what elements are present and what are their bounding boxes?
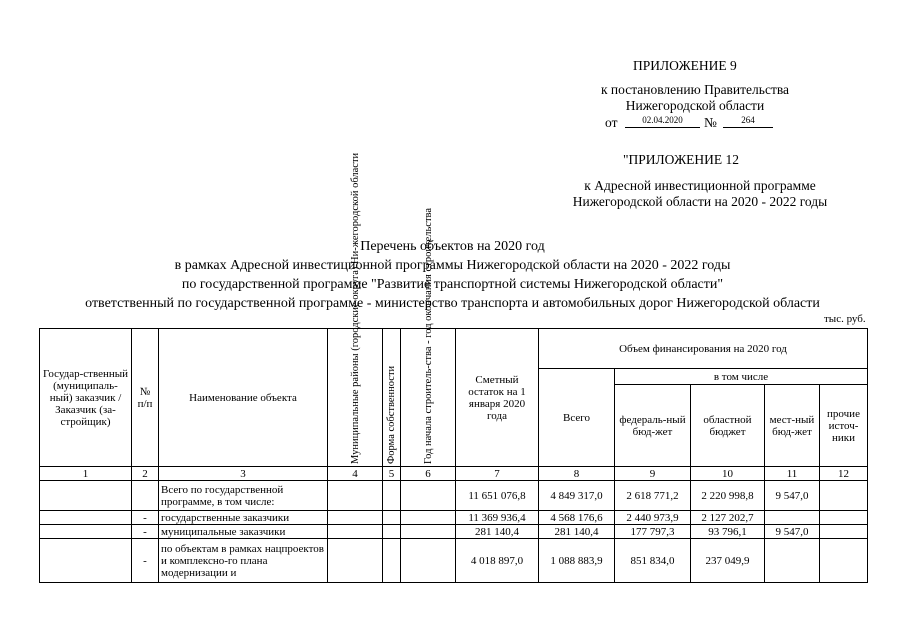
resolution-line-1: к постановлению Правительства: [600, 82, 790, 97]
column-number: 2: [132, 467, 159, 481]
row-federal: 2 440 973,9: [615, 511, 691, 525]
row-name: муниципальные заказчики: [159, 525, 328, 539]
row-other: [820, 511, 868, 525]
row-other: [820, 481, 868, 511]
column-number: 8: [539, 467, 615, 481]
row-estimate: 11 369 936,4: [456, 511, 539, 525]
number-field: 264: [723, 113, 773, 128]
from-label: от: [605, 115, 618, 130]
row-years: [401, 539, 456, 583]
row-ownership: [383, 511, 401, 525]
document-title-line-4: ответственный по государственной программе - министерство транспорта и автомобильных дорог Нижегородской области: [85, 296, 820, 311]
column-number: 5: [383, 467, 401, 481]
row-name: Всего по государственной программе, в том числе:: [159, 481, 328, 511]
units-label: тыс. руб.: [824, 313, 866, 325]
row-estimate: 11 651 076,8: [456, 481, 539, 511]
row-local: 9 547,0: [765, 481, 820, 511]
row-local: 9 547,0: [765, 525, 820, 539]
row-customer: [40, 511, 132, 525]
row-districts: [328, 525, 383, 539]
date-field: 02.04.2020: [625, 113, 700, 128]
row-total: 4 849 317,0: [539, 481, 615, 511]
row-estimate: 281 140,4: [456, 525, 539, 539]
row-regional: 2 220 998,8: [691, 481, 765, 511]
column-number-row: [40, 467, 868, 481]
row-ownership: [383, 539, 401, 583]
row-other: [820, 539, 868, 583]
header-including: в том числе: [615, 369, 868, 385]
row-other: [820, 525, 868, 539]
table-row: [40, 481, 868, 511]
header-customer: Государ-ственный (муниципаль-ный) заказчик /Заказчик (за-стройщик): [40, 329, 132, 467]
header-other: прочие источ-ники: [820, 385, 868, 467]
header-ownership: Форма собственности: [383, 329, 401, 467]
row-num: -: [132, 525, 159, 539]
program-line-2: Нижегородской области на 2020 - 2022 годы: [572, 194, 828, 209]
row-customer: [40, 481, 132, 511]
row-local: [765, 539, 820, 583]
table-row: [40, 525, 868, 539]
number-label: №: [704, 115, 717, 130]
row-num: -: [132, 511, 159, 525]
header-regional: областной бюджет: [691, 385, 765, 467]
document-title-line-3: по государственной программе "Развитие транспортной системы Нижегородской области": [181, 277, 724, 292]
column-number: 12: [820, 467, 868, 481]
header-num: № п/п: [132, 329, 159, 467]
resolution-line-2: Нижегородской области: [625, 98, 765, 113]
row-name: государственные заказчики: [159, 511, 328, 525]
row-districts: [328, 539, 383, 583]
column-number: 6: [401, 467, 456, 481]
column-number: 7: [456, 467, 539, 481]
row-total: 281 140,4: [539, 525, 615, 539]
row-num: [132, 481, 159, 511]
column-number: 11: [765, 467, 820, 481]
row-districts: [328, 481, 383, 511]
row-federal: 177 797,3: [615, 525, 691, 539]
row-local: [765, 511, 820, 525]
column-number: 1: [40, 467, 132, 481]
column-number: 10: [691, 467, 765, 481]
row-federal: 851 834,0: [615, 539, 691, 583]
row-estimate: 4 018 897,0: [456, 539, 539, 583]
table-row: [40, 511, 868, 525]
table-row: [40, 539, 868, 583]
header-name: Наименование объекта: [159, 329, 328, 467]
header-estimate: Сметный остаток на 1 января 2020 года: [456, 329, 539, 467]
row-name: по объектам в рамках нацпроектов и комплексно-го плана модернизации и: [159, 539, 328, 583]
header-years: Год начала строитель-ства - год окончания строительства: [401, 329, 456, 467]
row-customer: [40, 525, 132, 539]
row-num: -: [132, 539, 159, 583]
document-title-line-2: в рамках Адресной инвестиционной программы Нижегородской области на 2020 - 2022 годы: [174, 258, 731, 273]
row-customer: [40, 539, 132, 583]
document-title-line-1: Перечень объектов на 2020 год: [360, 239, 545, 254]
program-line-1: к Адресной инвестиционной программе: [584, 178, 816, 193]
header-funding: Объем финансирования на 2020 год: [539, 329, 868, 369]
header-total: Всего: [539, 369, 615, 467]
column-number: 4: [328, 467, 383, 481]
row-years: [401, 481, 456, 511]
row-total: 4 568 176,6: [539, 511, 615, 525]
row-regional: 237 049,9: [691, 539, 765, 583]
header-local: мест-ный бюд-жет: [765, 385, 820, 467]
column-number: 9: [615, 467, 691, 481]
header-districts: Муниципальные районы (городские округа) Ни-жегородской области: [328, 329, 383, 467]
row-ownership: [383, 481, 401, 511]
row-regional: 2 127 202,7: [691, 511, 765, 525]
row-years: [401, 525, 456, 539]
row-ownership: [383, 525, 401, 539]
appendix-title: ПРИЛОЖЕНИЕ 9: [633, 58, 737, 73]
header-federal: федераль-ный бюд-жет: [615, 385, 691, 467]
row-total: 1 088 883,9: [539, 539, 615, 583]
row-federal: 2 618 771,2: [615, 481, 691, 511]
appendix2-title: "ПРИЛОЖЕНИЕ 12: [623, 152, 740, 167]
row-years: [401, 511, 456, 525]
column-number: 3: [159, 467, 328, 481]
row-districts: [328, 511, 383, 525]
row-regional: 93 796,1: [691, 525, 765, 539]
